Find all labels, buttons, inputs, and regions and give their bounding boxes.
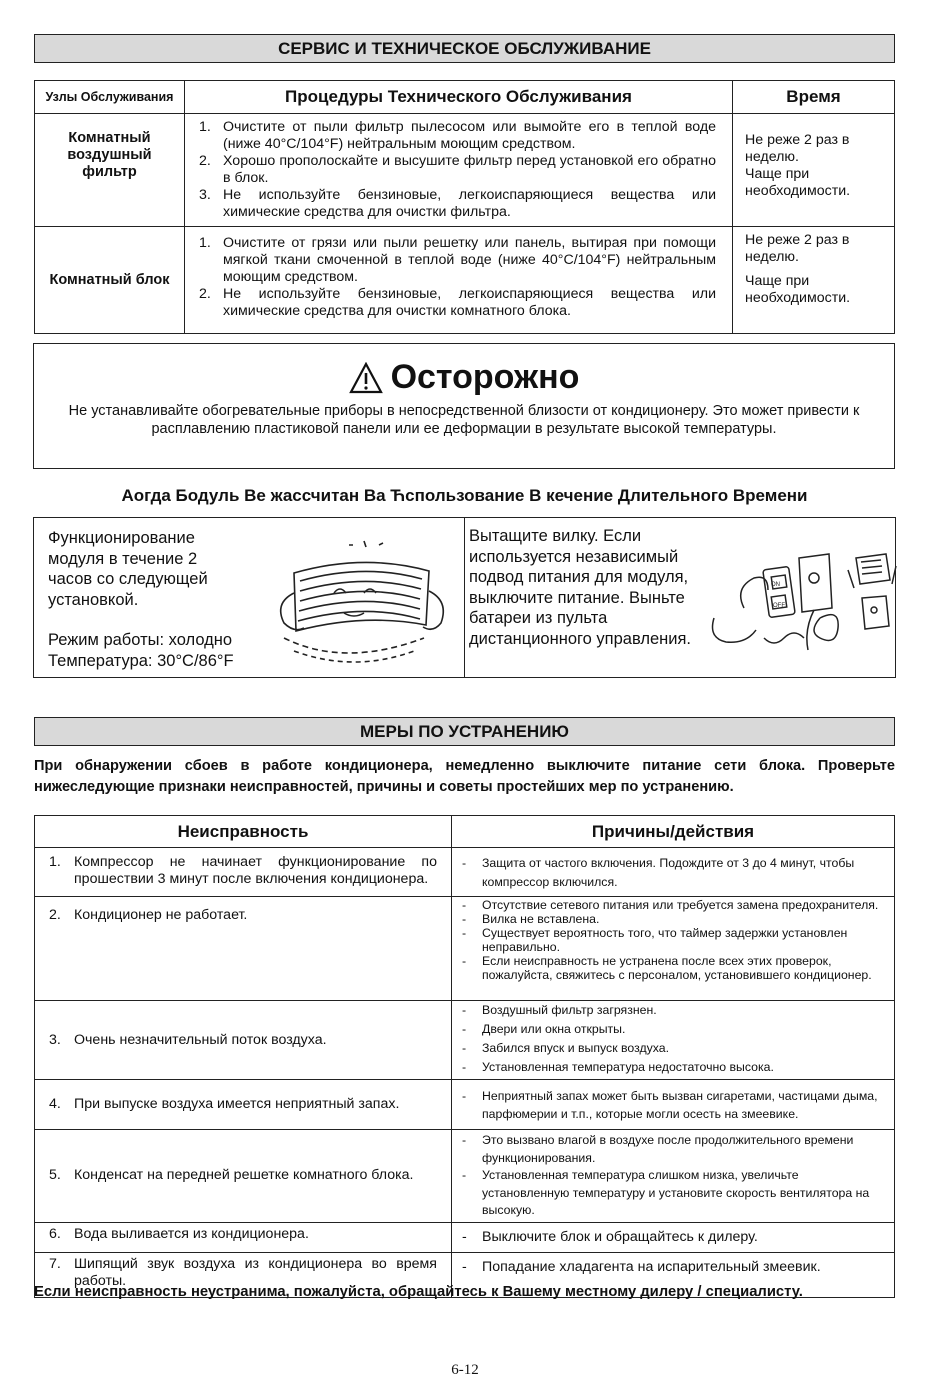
divider: [464, 518, 465, 677]
problem-cell: 7. Шипящий звук воздуха из кондиционера во время работы.: [35, 1252, 452, 1297]
procedure-step: 2. Хорошо прополоскайте и высушите фильтр перед установкой его обратно в блок.: [199, 153, 716, 186]
table-row: [35, 1130, 895, 1223]
caution-box: [33, 343, 895, 469]
troubleshooting-header-row: [35, 816, 895, 848]
instruction-text: Функционирование модуля в течение 2 часов со следующей установкой.: [48, 529, 208, 609]
causes-cell: [452, 897, 895, 1001]
procedure-cell: [185, 114, 733, 227]
causes-cell: [452, 1001, 895, 1080]
table-row: [35, 227, 895, 334]
table-row: [35, 1222, 895, 1252]
causes-cell: [452, 1222, 895, 1252]
plug-and-remote-illustration-icon: [704, 548, 899, 668]
column-header-procedures: Процедуры Технического Обслуживания: [185, 81, 733, 114]
caution-title: [34, 358, 894, 397]
problem-cell: 6. Вода выливается из кондиционера.: [35, 1222, 452, 1252]
problem-cell: 2. Кондиционер не работает.: [35, 897, 452, 1001]
column-header-units: Узлы Обслуживания: [35, 81, 185, 114]
cause-item: - Это вызвано влагой в воздухе после продолжительного времени функционирования.: [462, 1133, 854, 1165]
problem-cell: 1. Компрессор не начинает функционирование по прошествии 3 минут после включения кондиционера.: [35, 848, 452, 897]
caution-text: Не устанавливайте обогревательные приборы в непосредственной близости от кондиционеру. Это может привести к расплавлению пластиковой панели или ее деформации в результате высокой температуры.: [68, 403, 860, 437]
procedure-cell: [185, 227, 733, 334]
cause-item: - Попадание хладагента на испарительный змеевик.: [462, 1258, 821, 1275]
time-text: Чаще при необходимости.: [745, 166, 851, 199]
long-period-left-text: [48, 528, 248, 671]
service-section-header: СЕРВИС И ТЕХНИЧЕСКОЕ ОБСЛУЖИВАНИЕ: [34, 34, 895, 63]
long-period-title: Аогда Бодуль Ве жассчитан Ва Ћспользование В кечение Длительного Времени: [121, 486, 808, 505]
procedure-step: 2. Не используйте бензиновые, легкоиспаряющиеся вещества или химические средства для очистки комнатного блока.: [199, 286, 716, 319]
table-row: [35, 1080, 895, 1130]
cause-item: - Неприятный запах может быть вызван сигаретами, частицами дыма, парфюмерии и т.п., которые могли осесть на змеевике.: [462, 1088, 878, 1121]
table-row: [35, 848, 895, 897]
column-header-causes: Причины/действия: [452, 816, 895, 848]
troubleshooting-section-header: МЕРЫ ПО УСТРАНЕНИЮ: [34, 717, 895, 746]
problem-cell: 4. При выпуске воздуха имеется неприятный запах.: [35, 1080, 452, 1130]
time-text: Не реже 2 раз в неделю.: [745, 132, 850, 165]
cause-item: - Забился впуск и выпуск воздуха.: [462, 1041, 670, 1055]
mode-text: Режим работы: холодно Температура: 30°C/86°F: [48, 631, 234, 670]
cause-item: - Воздушный фильтр загрязнен.: [462, 1003, 657, 1017]
cause-item: - Вилка не вставлена.: [462, 912, 600, 926]
long-period-box: [33, 517, 896, 678]
time-text: Чаще при необходимости.: [745, 273, 851, 306]
cause-item: - Выключите блок и обращайтесь к дилеру.: [462, 1228, 758, 1245]
causes-cell: [452, 1130, 895, 1223]
caution-title-text: Осторожно: [390, 358, 580, 396]
troubleshooting-intro: При обнаружении сбоев в работе кондиционера, немедленно выключите питание сети блока. Проверьте нижеследующие признаки неисправностей, причины и советы простейших мер по устранению.: [34, 758, 895, 795]
procedure-step: 1. Очистите от пыли фильтр пылесосом или вымойте его в теплой воде (ниже 40°C/104°F) нейтральным моющим средством.: [199, 119, 716, 152]
troubleshooting-table: [34, 815, 895, 1298]
page-number: 6-12: [451, 1362, 479, 1378]
air-conditioner-illustration-icon: [254, 533, 464, 673]
warning-triangle-icon: [349, 362, 383, 394]
causes-cell: [452, 848, 895, 897]
unit-name: Комнатный воздушный фильтр: [35, 114, 185, 227]
procedure-step: 3. Не используйте бензиновые, легкоиспаряющиеся вещества или химические средства для очистки фильтра.: [199, 187, 716, 220]
table-row: [35, 1001, 895, 1080]
long-period-right-text: Вытащите вилку. Если используется независимый подвод питания для модуля, выключите питание. Выньте батареи из пульта дистанционного управления.: [469, 527, 691, 648]
cause-item: - Защита от частого включения. Подождите от 3 до 4 минут, чтобы компрессор включился.: [462, 856, 855, 889]
cause-item: - Установленная температура слишком низка, увеличьте установленную температуру и установите скорость вентилятора на высокую.: [462, 1168, 870, 1217]
maintenance-table: [34, 80, 895, 334]
table-row: [35, 897, 895, 1001]
time-cell: [733, 114, 895, 227]
problem-cell: 3. Очень незначительный поток воздуха.: [35, 1001, 452, 1080]
cause-item: - Существует вероятность того, что таймер задержки установлен неправильно.: [462, 926, 848, 954]
time-text: Не реже 2 раз в неделю.: [745, 232, 850, 265]
maintenance-header-row: [35, 81, 895, 114]
cause-item: - Двери или окна открыты.: [462, 1022, 626, 1036]
causes-cell: [452, 1080, 895, 1130]
problem-cell: 5. Конденсат на передней решетке комнатного блока.: [35, 1130, 452, 1223]
column-header-problem: Неисправность: [35, 816, 452, 848]
procedure-step: 1. Очистите от грязи или пыли решетку или панель, вытирая при помощи мягкой ткани смоченной в теплой воде (ниже 40°C/104°F) нейтральным моющим средством.: [199, 235, 716, 285]
column-header-time: Время: [733, 81, 895, 114]
table-row: [35, 114, 895, 227]
unit-name: Комнатный блок: [35, 227, 185, 334]
troubleshooting-footer: Если неисправность неустранима, пожалуйста, обращайтесь к Вашему местному дилеру / специалисту.: [34, 1284, 803, 1300]
time-cell: [733, 227, 895, 334]
cause-item: - Если неисправность не устранена после всех этих проверок, пожалуйста, свяжитесь с персоналом, установившего кондиционер.: [462, 954, 872, 982]
switch-on-label: ON: [771, 582, 780, 588]
cause-item: - Отсутствие сетевого питания или требуется замена предохранителя.: [462, 898, 879, 912]
cause-item: - Установленная температура недостаточно высока.: [462, 1060, 774, 1074]
switch-off-label: OFF: [773, 603, 785, 609]
